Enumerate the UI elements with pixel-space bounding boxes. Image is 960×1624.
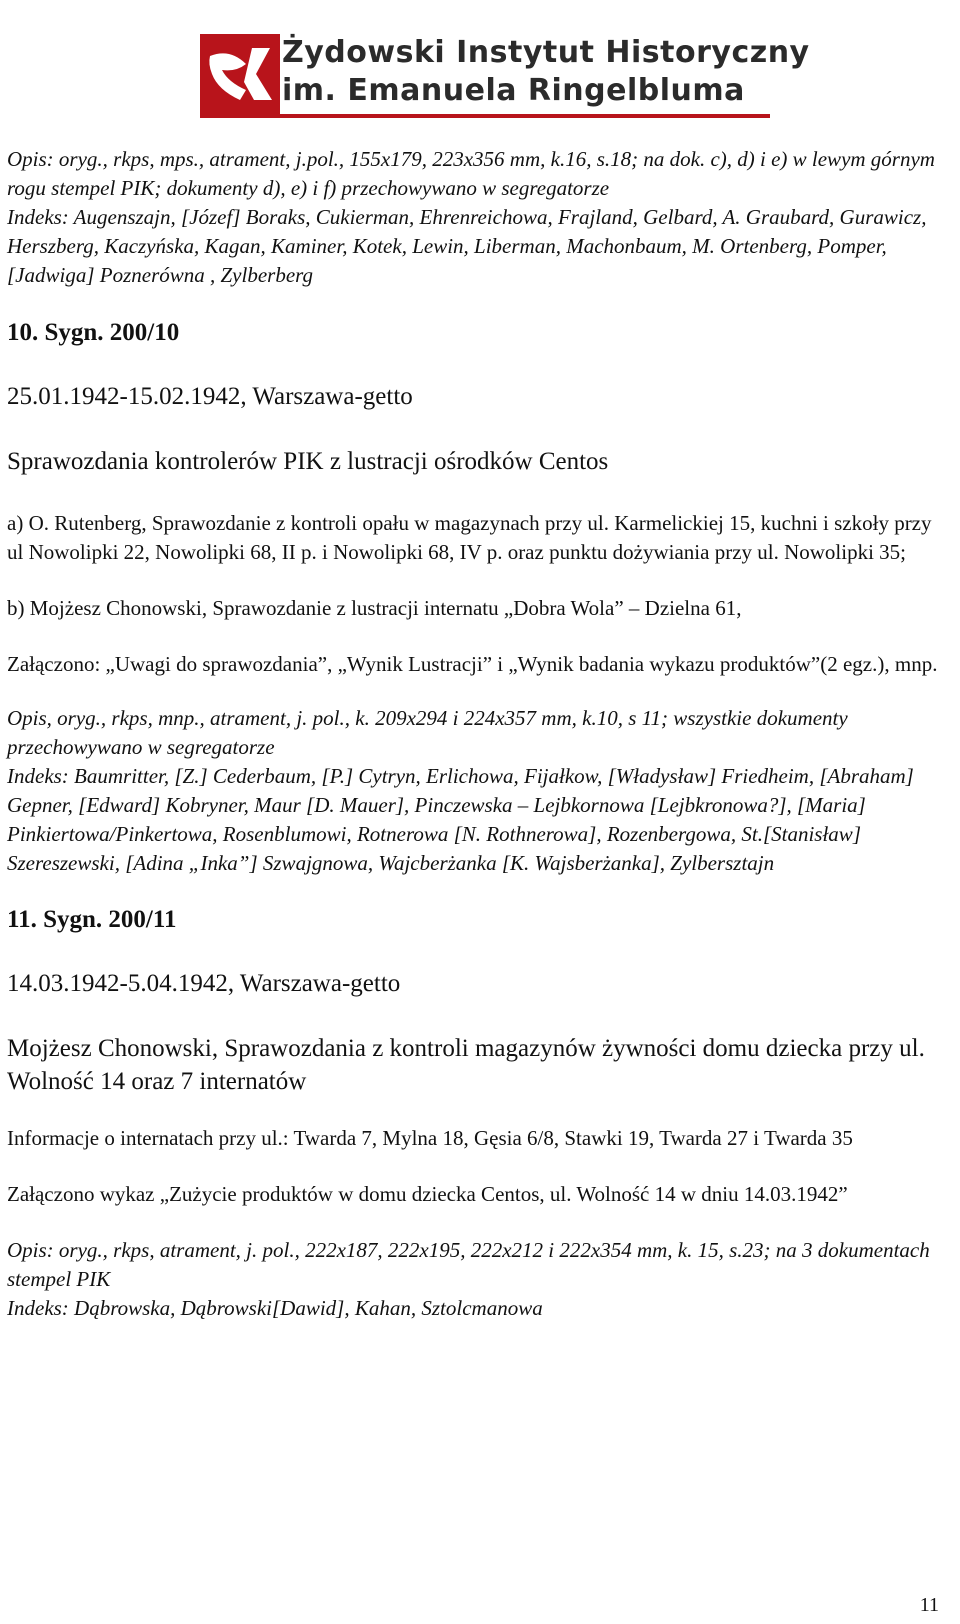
entry-10-title: Sprawozdania kontrolerów PIK z lustracji ośrodków Centos — [7, 448, 609, 475]
entry-11-information: Informacje o internatach przy ul.: Twarda 7, Mylna 18, Gęsia 6/8, Stawki 19, Twarda 27 i Twarda 35 — [7, 1126, 853, 1150]
zih-logo-icon — [200, 34, 280, 114]
entry-11-signature: 11. Sygn. 200/11 — [7, 906, 177, 933]
entry-10 — [7, 318, 952, 878]
entry-11-title: Mojżesz Chonowski, Sprawozdania z kontroli magazynów żywności domu dziecka przy ul. Wolność 14 oraz 7 internatów — [7, 1035, 925, 1095]
entry-10-signature: 10. Sygn. 200/10 — [7, 319, 180, 346]
entry-11-date: 14.03.1942-5.04.1942, Warszawa-getto — [7, 970, 401, 997]
entry-10-index: Indeks: Baumritter, [Z.] Cederbaum, [P.] Cytryn, Erlichowa, Fijałkow, [Władysław] Friedheim, [Abraham] Gepner, [Edward] Kobryner, Maur [D. Mauer], Pinczewska – Lejbkornowa [Lejbkronowa?], [Maria] Pinkiertowa/Pinkertowa, Rosenblumowi, Rotnerowa [N. Rothnerowa], Rozenbergowa, St.[Stanisław] Szereszewski, [Adina „Inka”] Szwajgnowa, Wajcberżanka [K. Wajsberżanka], Zylbersztajn — [7, 764, 914, 875]
page-number: 11 — [919, 1594, 939, 1616]
entry-10-attachments: Załączono: „Uwagi do sprawozdania”, „Wynik Lustracji” i „Wynik badania wykazu produktów”(2 egz.), mnp. — [7, 652, 938, 676]
document-body — [7, 145, 952, 1323]
entry-9-tail — [7, 145, 952, 290]
entry-9-description: Opis: oryg., rkps, mps., atrament, j.pol., 155x179, 223x356 mm, k.16, s.18; na dok. c), d) i e) w lewym górnym rogu stempel PIK; dokumenty d), e) i f) przechowywano w segregatorze — [7, 147, 935, 200]
entry-11-description: Opis: oryg., rkps, atrament, j. pol., 222x187, 222x195, 222x212 i 222x354 mm, k. 15, s.23; na 3 dokumentach stempel PIK — [7, 1238, 930, 1291]
entry-11-index: Indeks: Dąbrowska, Dąbrowski[Dawid], Kahan, Sztolcmanowa — [7, 1296, 543, 1320]
entry-11 — [7, 905, 952, 1323]
entry-11-attachments: Załączono wykaz „Zużycie produktów w domu dziecka Centos, ul. Wolność 14 w dniu 14.03.1942” — [7, 1182, 848, 1206]
logo-wordmark — [282, 34, 810, 110]
logo-line-2: im. Emanuela Ringelbluma — [282, 73, 745, 108]
entry-9-index: Indeks: Augenszajn, [Józef] Boraks, Cukierman, Ehrenreichowa, Frajland, Gelbard, A. Graubard, Gurawicz, Herszberg, Kaczyńska, Kagan, Kaminer, Kotek, Lewin, Liberman, Machonbaum, M. Ortenberg, Pomper, [Jadwiga] Poznerówna , Zylberberg — [7, 205, 927, 287]
entry-10-description: Opis, oryg., rkps, mnp., atrament, j. pol., k. 209x294 i 224x357 mm, k.10, s 11; wszystkie dokumenty przechowywano w segregatorze — [7, 706, 848, 759]
entry-10-item-b: b) Mojżesz Chonowski, Sprawozdanie z lustracji internatu „Dobra Wola” – Dzielna 61, — [7, 596, 742, 620]
entry-10-item-a: a) O. Rutenberg, Sprawozdanie z kontroli opału w magazynach przy ul. Karmelickiej 15, kuchni i szkoły przy ul Nowolipki 22, Nowolipki 68, II p. i Nowolipki 68, IV p. oraz punktu dożywiania przy ul. Nowolipki 35; — [7, 511, 932, 564]
logo-line-1: Żydowski Instytut Historyczny — [282, 35, 810, 70]
institute-header — [200, 34, 810, 114]
entry-10-date: 25.01.1942-15.02.1942, Warszawa-getto — [7, 383, 413, 410]
header-rule — [200, 114, 770, 118]
